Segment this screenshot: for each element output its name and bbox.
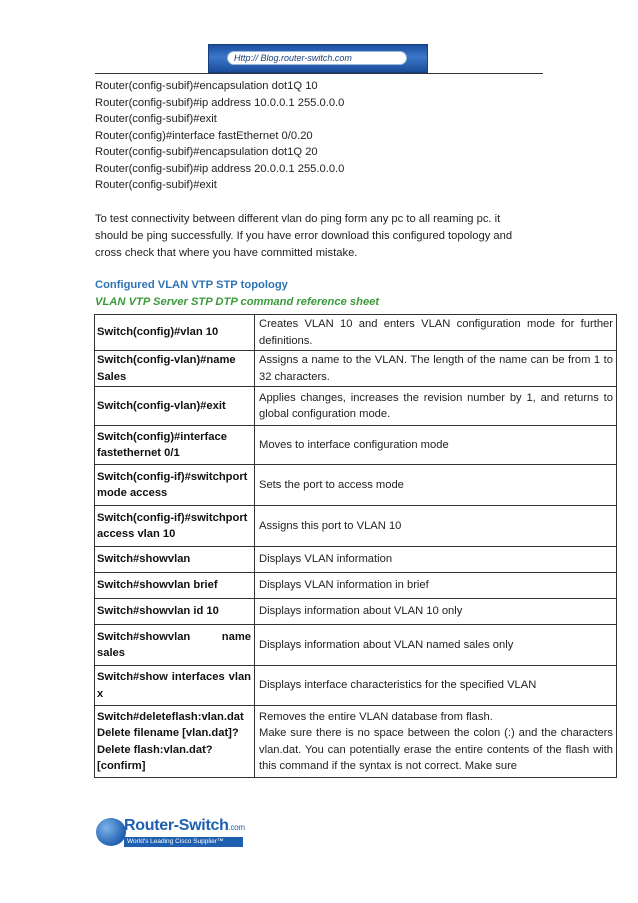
code-line: Router(config-subif)#ip address 10.0.0.1 255.0.0.0 [95, 96, 345, 109]
code-line: Router(config-subif)#ip address 20.0.0.1 255.0.0.0 [95, 162, 345, 175]
description-cell: Displays information about VLAN 10 only [255, 599, 617, 625]
url-bar [227, 51, 407, 65]
table-row [95, 625, 617, 666]
code-line: Router(config-subif)#exit [95, 113, 217, 125]
logo-title [124, 817, 245, 835]
logo-title-text: Router-Switch [124, 817, 229, 834]
globe-icon [96, 818, 126, 846]
connectivity-paragraph [95, 211, 545, 262]
command-cell: Switch(config-vlan)#exit [95, 387, 255, 426]
command-cell: Switch#showvlan brief [95, 573, 255, 599]
code-line: Router(config-subif)#encapsulation dot1Q 20 [95, 146, 318, 158]
table-row [95, 351, 617, 387]
description-cell: Creates VLAN 10 and enters VLAN configuration mode for further definitions. [255, 315, 617, 351]
description-cell: Displays information about VLAN named sales only [255, 625, 617, 666]
description-cell: Assigns this port to VLAN 10 [255, 506, 617, 547]
command-cell: Switch(config-if)#switchport access vlan 10 [95, 506, 255, 547]
command-cell: Switch(config-vlan)#name Sales [95, 351, 255, 387]
header-banner [208, 44, 428, 73]
description-cell: Applies changes, increases the revision number by 1, and returns to global configuration mode. [255, 387, 617, 426]
topology-heading: Configured VLAN VTP STP topology [95, 279, 288, 291]
logo-suffix: .com [228, 823, 245, 832]
command-cell: Switch#showvlan name sales [95, 625, 255, 666]
command-cell: Switch(config)#vlan 10 [95, 315, 255, 351]
table-row [95, 506, 617, 547]
table-row [95, 315, 617, 351]
table-row [95, 426, 617, 465]
paragraph-line: To test connectivity between different vlan do ping form any pc to all reaming pc. it [95, 213, 501, 225]
table-row [95, 706, 617, 778]
description-cell: Sets the port to access mode [255, 465, 617, 506]
command-cell: Switch#showvlan [95, 547, 255, 573]
banner-url-text: Http:// Blog.router-switch.com [234, 53, 352, 63]
code-line: Router(config)#interface fastEthernet 0/0.20 [95, 129, 313, 142]
description-cell: Displays interface characteristics for the specified VLAN [255, 666, 617, 706]
command-cell: Switch(config-if)#switchport mode access [95, 465, 255, 506]
command-cell: Switch#showvlan id 10 [95, 599, 255, 625]
logo-tagline: World's Leading Cisco Supplier™ [124, 837, 243, 847]
description-cell: Displays VLAN information in brief [255, 573, 617, 599]
code-line: Router(config-subif)#exit [95, 179, 217, 191]
table-row [95, 387, 617, 426]
router-switch-logo [96, 815, 246, 849]
router-config-code [95, 78, 555, 194]
description-cell: Assigns a name to the VLAN. The length of the name can be from 1 to 32 characters. [255, 351, 617, 387]
description-cell: Removes the entire VLAN database from flash. Make sure there is no space between the colon (:) and the characters vlan.dat. You can potentially erase the entire contents of the flash with this command if the syntax is not correct. Make sure [255, 706, 617, 778]
table-row [95, 666, 617, 706]
command-cell: Switch(config)#interface fastethernet 0/1 [95, 426, 255, 465]
code-line: Router(config-subif)#encapsulation dot1Q 10 [95, 80, 318, 92]
command-cell: Switch#deleteflash:vlan.dat Delete filename [vlan.dat]? Delete flash:vlan.dat? [confirm] [95, 706, 255, 778]
description-cell: Displays VLAN information [255, 547, 617, 573]
paragraph-line: should be ping successfully. If you have error download this configured topology and [95, 230, 513, 242]
reference-heading: VLAN VTP Server STP DTP command reference sheet [95, 296, 380, 308]
header-divider [95, 73, 543, 74]
description-cell: Moves to interface configuration mode [255, 426, 617, 465]
table-row [95, 465, 617, 506]
table-row [95, 547, 617, 573]
command-cell: Switch#show interfaces vlan x [95, 666, 255, 706]
table-row [95, 599, 617, 625]
command-reference-table [94, 314, 617, 778]
paragraph-line: cross check that where you have committed mistake. [95, 247, 358, 259]
table-row [95, 573, 617, 599]
